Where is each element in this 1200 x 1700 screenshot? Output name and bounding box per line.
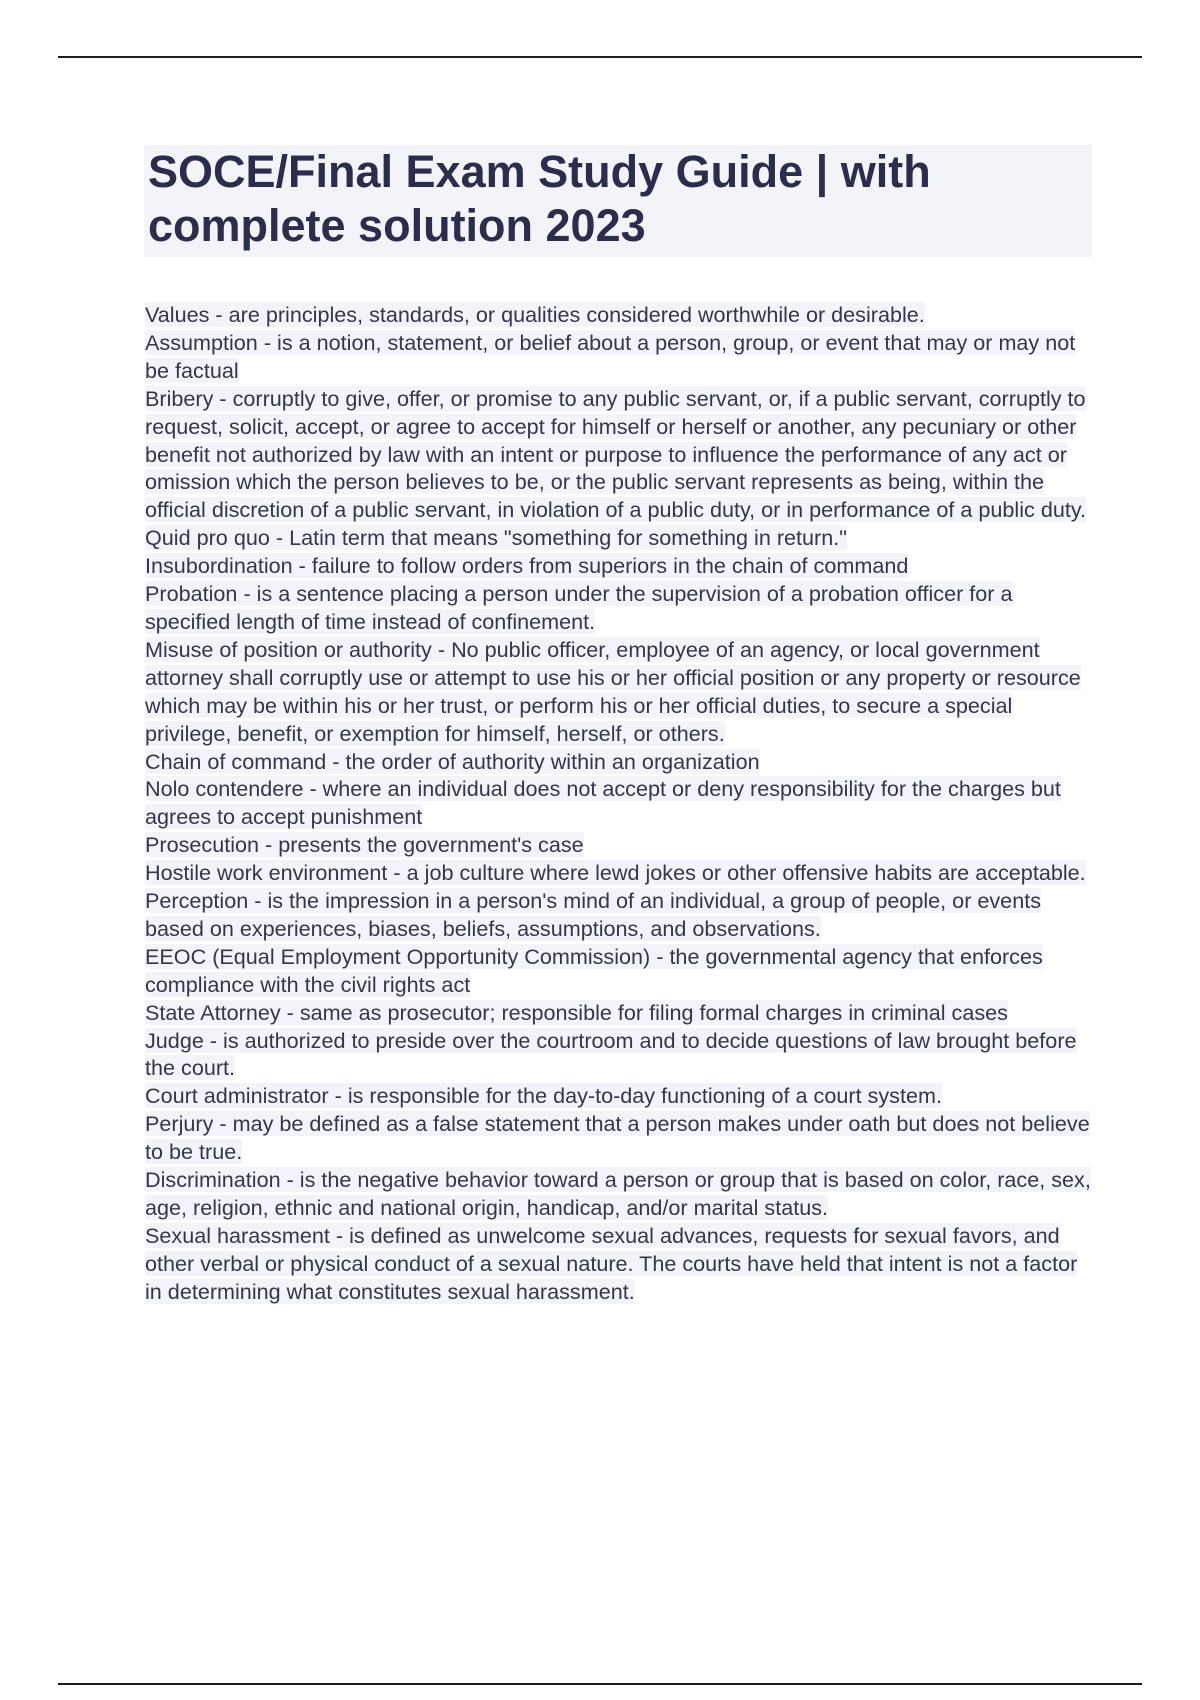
- entry-separator: -: [213, 1111, 233, 1137]
- entry-separator: -: [326, 748, 346, 774]
- glossary-entry: [145, 329, 1091, 385]
- entry-definition: is authorized to preside over the courtroom and to decide questions of law brought before the court.: [145, 1027, 1077, 1081]
- entry-definition: same as prosecutor; responsible for filing formal charges in criminal cases: [299, 999, 1008, 1025]
- page-title: SOCE/Final Exam Study Guide | with complete solution 2023: [148, 146, 931, 251]
- entry-term: Assumption: [145, 329, 258, 355]
- glossary-entry: [145, 859, 1091, 887]
- entry-definition: is defined as unwelcome sexual advances, requests for sexual favors, and other verbal or physical conduct of a sexual nature. The courts have held that intent is not a factor in determining what constitutes sexual harassment.: [145, 1222, 1078, 1304]
- entry-definition: failure to follow orders from superiors in the chain of command: [311, 553, 909, 579]
- entry-definition: where an individual does not accept or deny responsibility for the charges but agrees to accept punishment: [145, 776, 1061, 830]
- glossary-entry: [145, 580, 1091, 636]
- glossary-entry: [145, 1082, 1091, 1110]
- entry-term: Discrimination: [145, 1167, 281, 1193]
- entry-separator: -: [303, 776, 323, 802]
- glossary-entry: [145, 887, 1091, 943]
- entry-definition: the order of authority within an organization: [345, 748, 760, 774]
- entry-definition: the governmental agency that enforces compliance with the civil rights act: [145, 943, 1043, 997]
- glossary-list: [145, 301, 1091, 1306]
- glossary-entry: [145, 301, 1091, 329]
- entry-definition: presents the government's case: [278, 832, 584, 858]
- entry-definition: are principles, standards, or qualities considered worthwhile or desirable.: [228, 302, 925, 327]
- entry-separator: -: [431, 636, 452, 662]
- entry-definition: is responsible for the day-to-day functioning of a court system.: [347, 1083, 942, 1109]
- entry-definition: is a notion, statement, or belief about a person, group, or event that may or may not be factual: [145, 329, 1076, 383]
- entry-definition: is a sentence placing a person under the supervision of a probation officer for a specified length of time instead of confinement.: [145, 581, 1013, 634]
- entry-separator: -: [387, 860, 407, 886]
- entry-definition: is the negative behavior toward a person or group that is based on color, race, sex, age, religion, ethnic and national origin, handicap, and/or marital status.: [145, 1167, 1091, 1220]
- entry-term: State Attorney: [145, 999, 281, 1025]
- glossary-entry: [145, 1110, 1091, 1166]
- entry-separator: -: [257, 329, 278, 355]
- entry-definition: may be defined as a false statement that a person makes under oath but does not believe to be true.: [145, 1111, 1090, 1165]
- entry-separator: -: [650, 943, 670, 969]
- entry-separator: -: [280, 1167, 300, 1193]
- entry-term: Insubordination: [145, 553, 293, 579]
- entry-term: Chain of command: [145, 748, 327, 774]
- glossary-entry: [145, 385, 1091, 525]
- entry-term: Values: [145, 302, 210, 327]
- entry-definition: No public officer, employee of an agency, or local government attorney shall corruptly use or attempt to use his or her official position or any property or resource which may be within his or her trust, or perform his or her official duties, to secure a special privilege, benefit, or exemption for himself, herself, or others.: [145, 636, 1081, 746]
- glossary-entry: [145, 636, 1091, 748]
- entry-term: Probation: [145, 581, 238, 607]
- entry-term: Court administrator: [145, 1083, 329, 1109]
- entry-separator: -: [292, 553, 312, 579]
- entry-term: Quid pro quo: [145, 525, 270, 551]
- entry-term: EEOC (Equal Employment Opportunity Commission): [145, 943, 651, 969]
- entry-separator: -: [280, 999, 300, 1025]
- glossary-entry: [145, 1166, 1091, 1222]
- entry-term: Bribery: [145, 385, 214, 411]
- entry-separator: -: [269, 525, 290, 551]
- glossary-entry: [145, 524, 1091, 552]
- glossary-entry: [145, 831, 1091, 859]
- glossary-entry: [145, 999, 1091, 1027]
- entry-definition: a job culture where lewd jokes or other offensive habits are acceptable.: [406, 860, 1086, 886]
- glossary-entry: [145, 748, 1091, 776]
- glossary-entry: [145, 552, 1091, 580]
- entry-term: Perception: [145, 888, 249, 914]
- entry-separator: -: [248, 888, 268, 914]
- entry-term: Misuse of position or authority: [145, 636, 432, 662]
- entry-separator: -: [259, 832, 279, 858]
- entry-term: Sexual harassment: [145, 1222, 330, 1248]
- entry-term: Nolo contendere: [145, 776, 304, 802]
- entry-term: Hostile work environment: [145, 860, 388, 886]
- entry-separator: -: [213, 385, 233, 411]
- glossary-entry: [145, 775, 1091, 831]
- bottom-rule: [58, 1683, 1142, 1685]
- entry-separator: -: [328, 1083, 348, 1109]
- glossary-entry: [145, 1222, 1091, 1306]
- top-rule: [58, 56, 1142, 58]
- entry-definition: is the impression in a person's mind of an individual, a group of people, or events based on experiences, biases, beliefs, assumptions, and observations.: [145, 888, 1042, 941]
- entry-definition: Latin term that means "something for something in return.": [289, 525, 847, 551]
- entry-term: Prosecution: [145, 832, 260, 858]
- glossary-entry: [145, 943, 1091, 999]
- entry-separator: -: [237, 581, 257, 607]
- title-block: [144, 145, 1092, 257]
- entry-separator: -: [203, 1027, 224, 1053]
- entry-term: Judge: [145, 1027, 204, 1053]
- glossary-entry: [145, 1027, 1091, 1083]
- entry-separator: -: [329, 1222, 350, 1248]
- entry-definition: corruptly to give, offer, or promise to any public servant, or, if a public servant, corruptly to request, solicit, accept, or agree to accept for himself or herself or another, any pecuniary or other benefit not authorized by law with an intent or purpose to influence the performance of any act or omission which the person believes to be, or the public servant represents as being, within the official discretion of a public servant, in violation of a public duty, or in performance of a public duty.: [145, 385, 1087, 523]
- entry-separator: -: [209, 302, 229, 327]
- entry-term: Perjury: [145, 1111, 214, 1137]
